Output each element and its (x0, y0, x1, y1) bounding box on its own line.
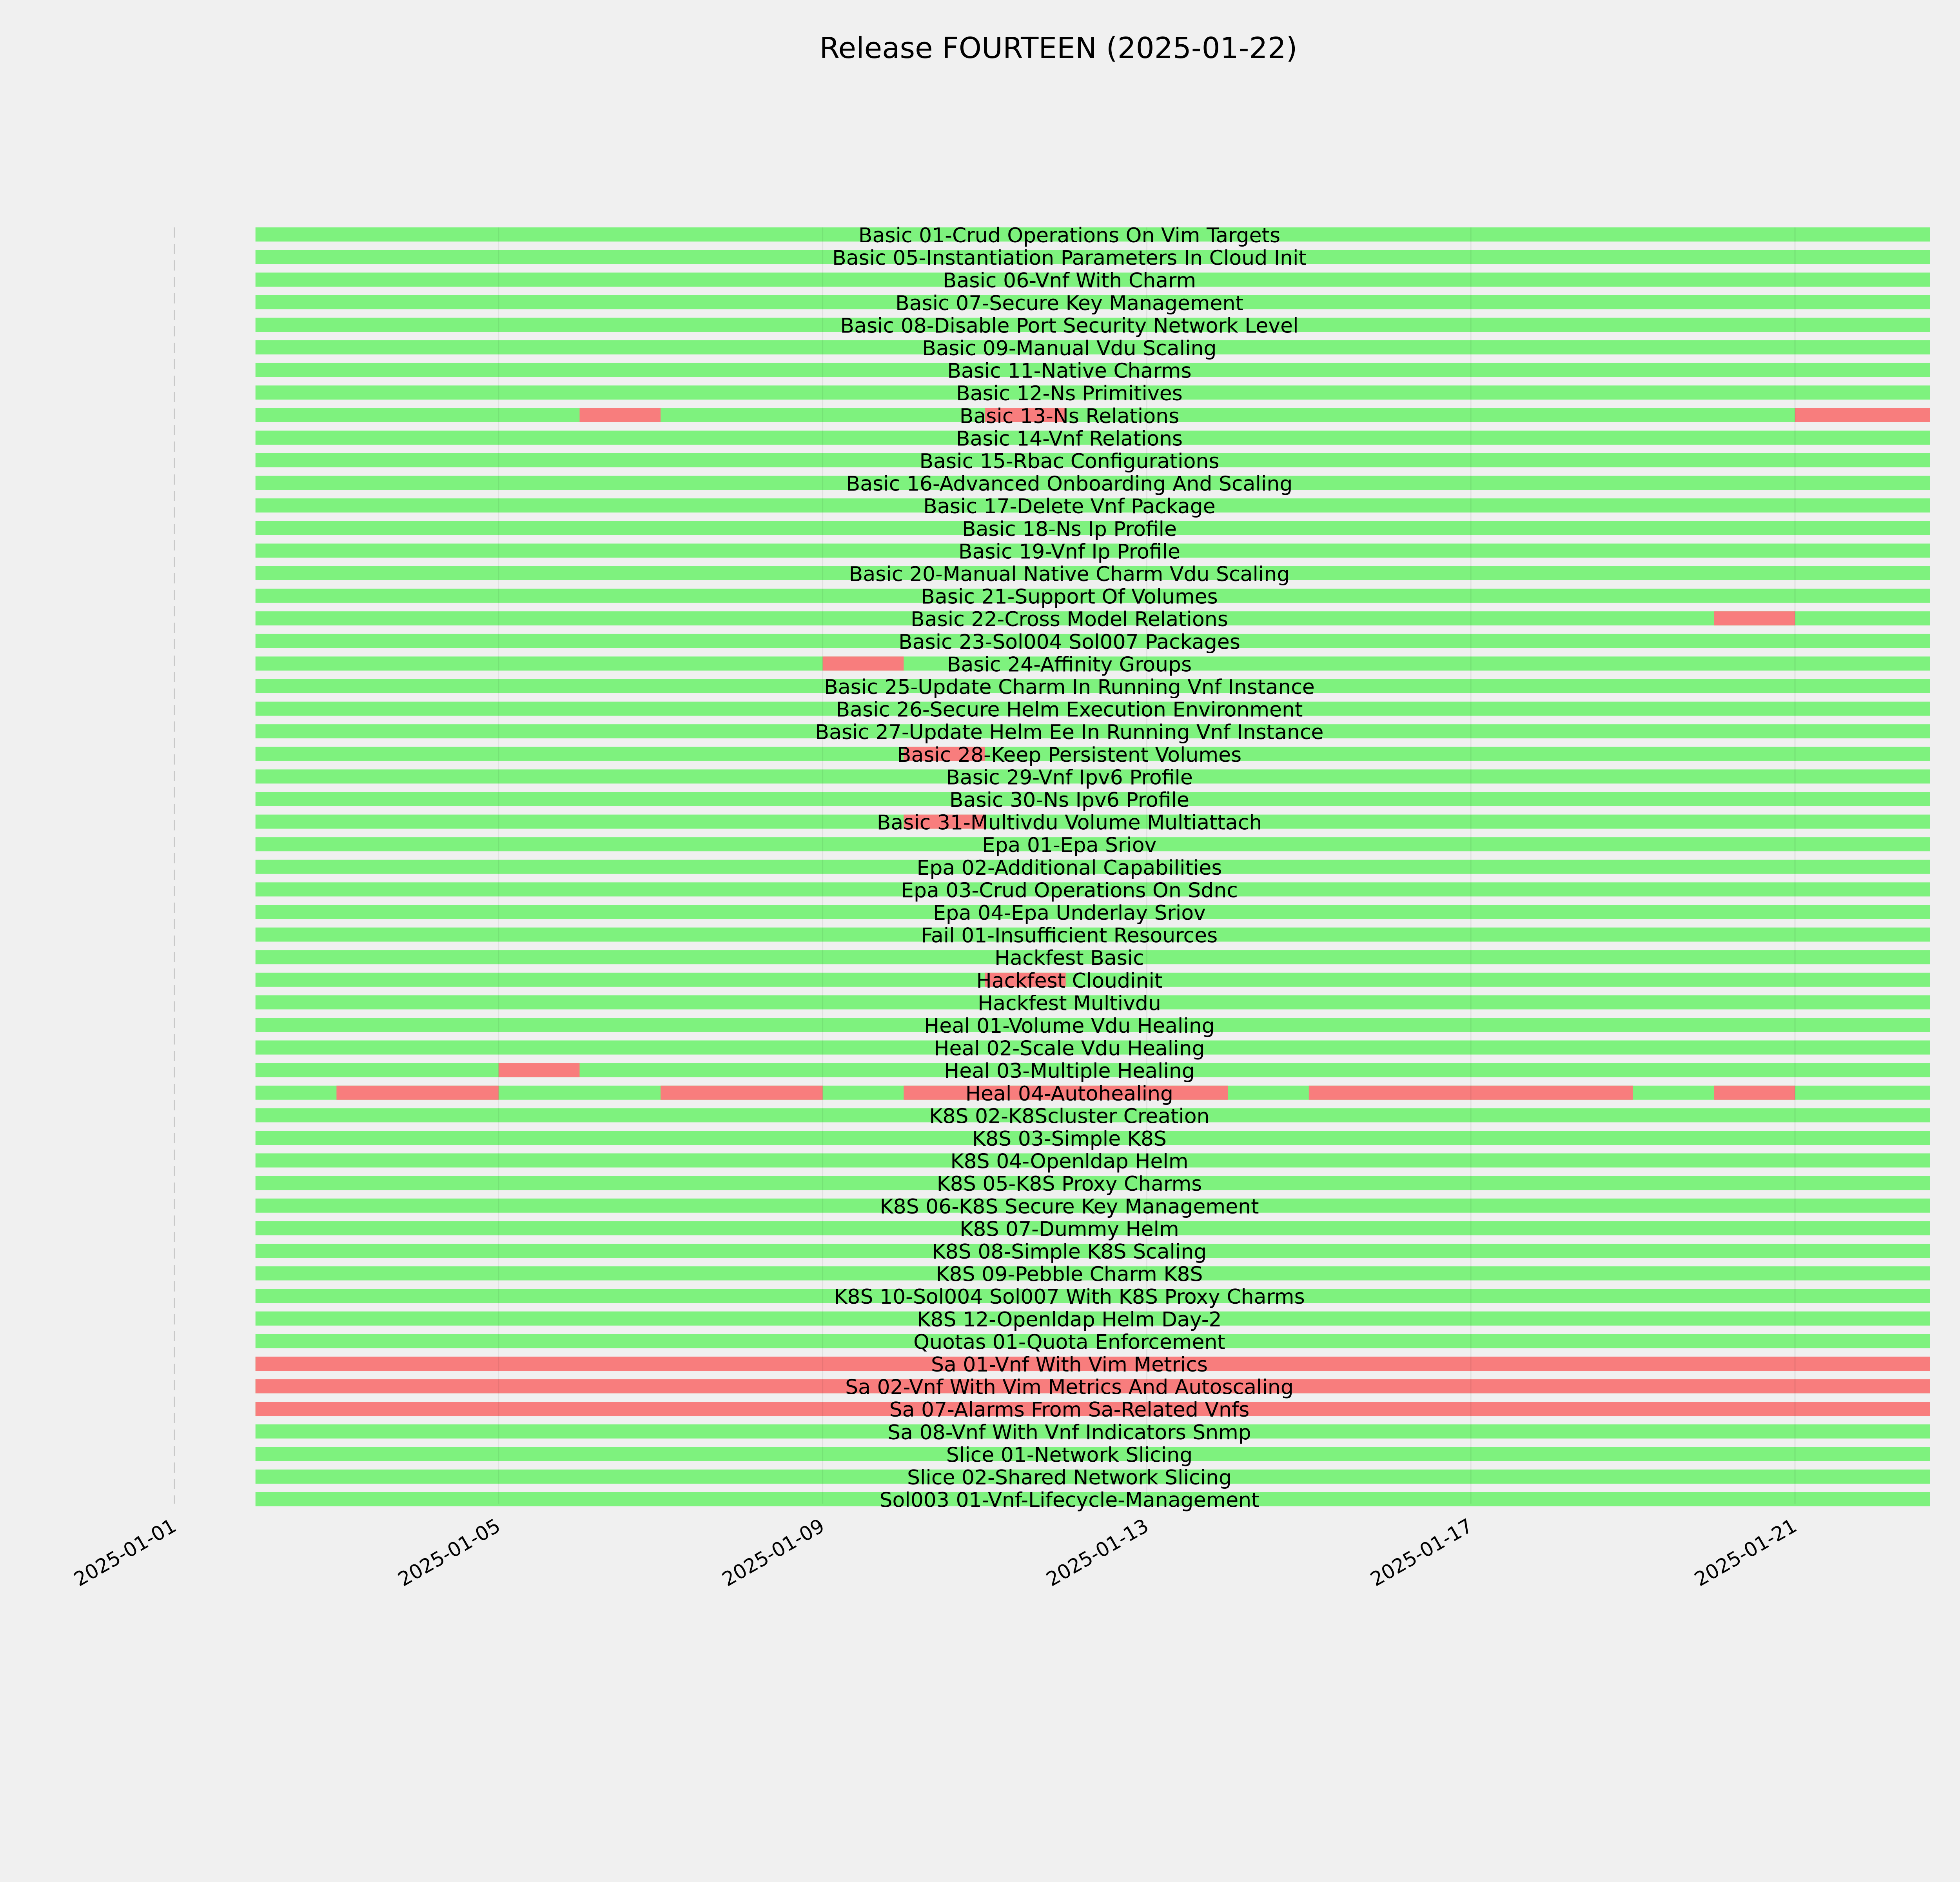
row-label: Quotas 01-Quota Enforcement (913, 1330, 1225, 1354)
row-label: Basic 18-Ns Ip Profile (962, 517, 1177, 541)
row-label: Basic 22-Cross Model Relations (911, 608, 1228, 632)
fail-span (1714, 611, 1795, 625)
fail-span (823, 656, 904, 670)
row-label: Sa 02-Vnf With Vim Metrics And Autoscaling (845, 1375, 1294, 1399)
row-label: K8S 02-K8Scluster Creation (929, 1104, 1210, 1128)
fail-span (1795, 408, 1930, 422)
fail-span (336, 1086, 498, 1100)
row-label: Heal 02-Scale Vdu Healing (934, 1037, 1205, 1061)
row-label: Sa 08-Vnf With Vnf Indicators Snmp (887, 1421, 1251, 1444)
row-label: Basic 31-Multivdu Volume Multiattach (877, 811, 1262, 835)
row-label: Basic 12-Ns Primitives (956, 382, 1183, 406)
row-label: K8S 10-Sol004 Sol007 With K8S Proxy Charms (834, 1285, 1305, 1309)
row-label: Basic 11-Native Charms (947, 359, 1192, 383)
row-label: Slice 01-Network Slicing (946, 1443, 1193, 1467)
row-label: Epa 01-Epa Sriov (982, 834, 1157, 857)
row-label: Epa 02-Additional Capabilities (916, 856, 1222, 880)
row-label: Basic 29-Vnf Ipv6 Profile (946, 766, 1193, 790)
row-label: Sa 07-Alarms From Sa-Related Vnfs (889, 1398, 1250, 1422)
row-label: Basic 17-Delete Vnf Package (923, 495, 1216, 519)
row-label: Epa 03-Crud Operations On Sdnc (901, 879, 1238, 903)
fail-span (1714, 1086, 1795, 1100)
fail-span (499, 1063, 580, 1077)
x-tick-label: 2025-01-09 (718, 1514, 828, 1591)
row-label: Basic 28-Keep Persistent Volumes (897, 743, 1242, 767)
row-label: Basic 16-Advanced Onboarding And Scaling (846, 472, 1293, 496)
row-label: Basic 05-Instantiation Parameters In Cloud Init (832, 246, 1307, 270)
row-label: K8S 12-Openldap Helm Day-2 (917, 1308, 1222, 1332)
row-label: Sa 01-Vnf With Vim Metrics (931, 1353, 1208, 1377)
row-label: Basic 15-Rbac Configurations (919, 450, 1220, 473)
row-label: Epa 04-Epa Underlay Sriov (933, 901, 1206, 925)
row-label: Basic 24-Affinity Groups (947, 653, 1192, 677)
row-label: Heal 04-Autohealing (965, 1082, 1174, 1106)
row-label: K8S 09-Pebble Charm K8S (936, 1263, 1203, 1286)
row-label: Basic 21-Support Of Volumes (921, 585, 1218, 609)
row-label: Basic 07-Secure Key Management (895, 291, 1243, 315)
row-label: Slice 02-Shared Network Slicing (907, 1466, 1232, 1490)
row-label: K8S 03-Simple K8S (972, 1127, 1167, 1151)
row-label: Basic 14-Vnf Relations (956, 427, 1183, 451)
row-label: Heal 01-Volume Vdu Healing (924, 1014, 1215, 1038)
fail-span (580, 408, 661, 422)
row-label: Basic 26-Secure Helm Execution Environment (836, 698, 1303, 722)
row-label: K8S 04-Openldap Helm (950, 1150, 1189, 1174)
chart-title: Release FOURTEEN (2025-01-22) (819, 31, 1298, 65)
x-tick-label: 2025-01-05 (394, 1514, 505, 1591)
x-tick-label: 2025-01-13 (1042, 1514, 1152, 1591)
row-label: K8S 06-K8S Secure Key Management (880, 1195, 1259, 1219)
row-label: Hackfest Cloudinit (976, 969, 1163, 993)
x-tick-label: 2025-01-21 (1690, 1514, 1801, 1591)
row-label: Basic 19-Vnf Ip Profile (958, 540, 1181, 564)
row-label: Sol003 01-Vnf-Lifecycle-Management (879, 1488, 1259, 1512)
row-label: Basic 06-Vnf With Charm (942, 269, 1196, 293)
row-label: Basic 30-Ns Ipv6 Profile (949, 788, 1190, 812)
row-label: Basic 27-Update Helm Ee In Running Vnf Instance (815, 721, 1324, 745)
row-label: Basic 09-Manual Vdu Scaling (922, 337, 1217, 360)
row-label: Basic 08-Disable Port Security Network Level (840, 314, 1299, 338)
row-label: Basic 01-Crud Operations On Vim Targets (858, 224, 1281, 247)
row-label: Hackfest Basic (995, 946, 1144, 970)
row-label: Basic 23-Sol004 Sol007 Packages (898, 630, 1240, 654)
x-tick-label: 2025-01-17 (1366, 1514, 1477, 1591)
row-label: Basic 13-Ns Relations (959, 404, 1180, 428)
x-tick-label: 2025-01-01 (70, 1514, 180, 1591)
row-label: K8S 08-Simple K8S Scaling (932, 1240, 1207, 1264)
row-label: Basic 25-Update Charm In Running Vnf Instance (824, 676, 1315, 699)
row-label: Hackfest Multivdu (978, 992, 1161, 1015)
row-label: K8S 05-K8S Proxy Charms (936, 1172, 1202, 1196)
row-label: K8S 07-Dummy Helm (960, 1217, 1179, 1241)
row-label: Heal 03-Multiple Healing (944, 1059, 1195, 1083)
row-label: Fail 01-Insufficient Resources (921, 924, 1218, 948)
fail-span (661, 1086, 822, 1100)
x-axis-ticks (70, 1514, 1801, 1591)
row-label: Basic 20-Manual Native Charm Vdu Scaling (849, 563, 1290, 586)
